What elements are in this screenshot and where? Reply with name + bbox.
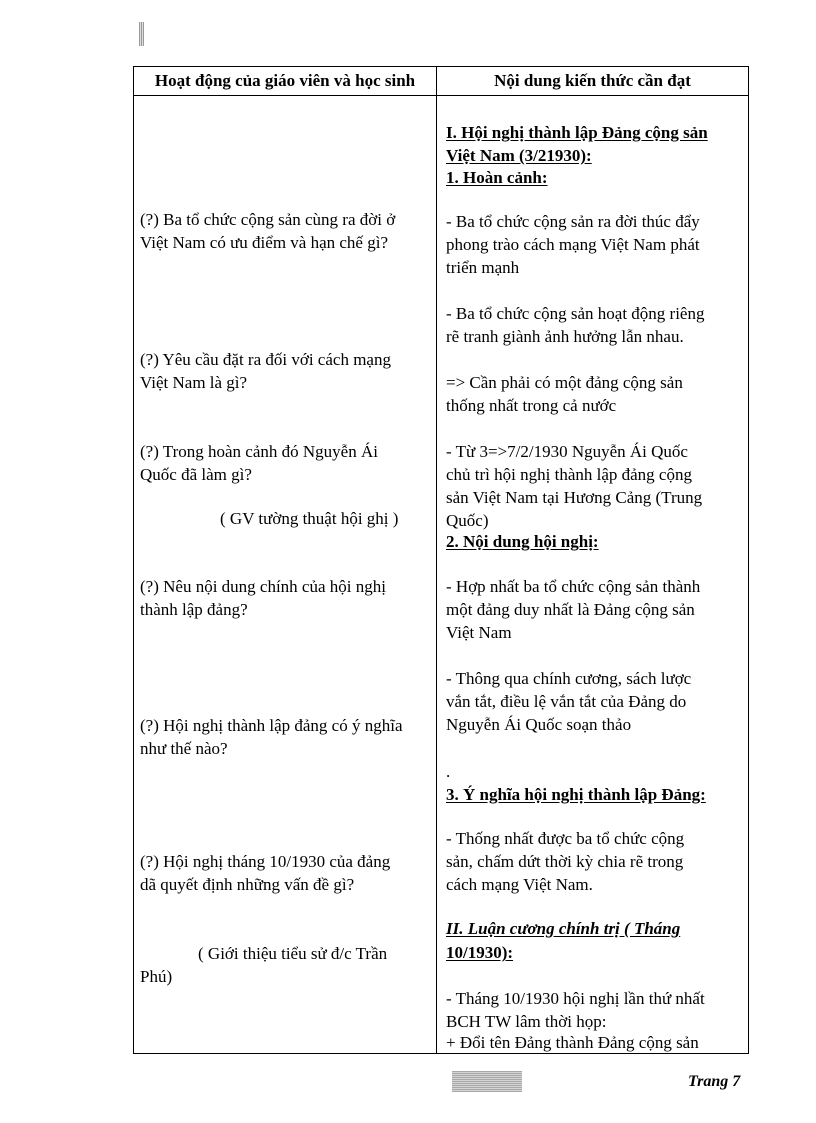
- left-line: (?) Ba tổ chức cộng sản cùng ra đời ở: [140, 210, 396, 229]
- right-line: => Cần phải có một đảng cộng sản: [446, 373, 683, 392]
- right-line: - Ba tổ chức cộng sản ra đời thúc đẩy: [446, 212, 700, 231]
- right-line: - Tháng 10/1930 hội nghị lần thứ nhất: [446, 989, 705, 1008]
- left-line: ( GV tường thuật hội ghị ): [220, 509, 399, 528]
- right-line: phong trào cách mạng Việt Nam phát: [446, 235, 700, 254]
- left-line: Việt Nam là gì?: [140, 373, 248, 392]
- right-line: + Đổi tên Đảng thành Đảng cộng sản: [446, 1033, 699, 1052]
- left-line: Việt Nam có ưu điểm và hạn chế gì?: [140, 233, 388, 252]
- section-heading: 10/1930):: [446, 943, 514, 962]
- footer-decoration: [452, 1071, 522, 1092]
- right-line: - Ba tổ chức cộng sản hoạt động riêng: [446, 304, 705, 323]
- right-line: - Thống nhất được ba tổ chức cộng: [446, 829, 685, 848]
- right-line: - Hợp nhất ba tổ chức cộng sản thành: [446, 577, 701, 596]
- right-line: .: [446, 762, 451, 781]
- column-divider: [436, 67, 437, 1053]
- right-line: triển mạnh: [446, 258, 520, 277]
- left-line: (?) Nêu nội dung chính của hội nghị: [140, 577, 386, 596]
- subsection-heading: 1. Hoàn cảnh:: [446, 168, 548, 187]
- left-line: ( Giới thiệu tiểu sử đ/c Trần: [198, 944, 388, 963]
- right-line: Việt Nam: [446, 623, 512, 642]
- subsection-heading: 3. Ý nghĩa hội nghị thành lập Đảng:: [446, 785, 706, 804]
- section-heading: I. Hội nghị thành lập Đảng cộng sản: [446, 123, 708, 142]
- left-line: như thế nào?: [140, 739, 228, 758]
- left-line: thành lập đảng?: [140, 600, 248, 619]
- right-line: - Thông qua chính cương, sách lược: [446, 669, 692, 688]
- right-line: BCH TW lâm thời họp:: [446, 1012, 607, 1031]
- right-line: rẽ tranh giành ảnh hưởng lẫn nhau.: [446, 327, 684, 346]
- left-line: (?) Yêu cầu đặt ra đối với cách mạng: [140, 350, 391, 369]
- lesson-table: [133, 66, 749, 1054]
- right-line: sản, chấm dứt thời kỳ chia rẽ trong: [446, 852, 684, 871]
- left-line: (?) Hội nghị thành lập đảng có ý nghĩa: [140, 716, 403, 735]
- right-line: thống nhất trong cả nước: [446, 396, 617, 415]
- section-heading: Việt Nam (3/21930):: [446, 146, 592, 165]
- section-heading: II. Luận cương chính trị ( Tháng: [446, 919, 681, 938]
- right-line: Quốc): [446, 511, 489, 530]
- left-line: (?) Trong hoàn cảnh đó Nguyễn Ái: [140, 442, 378, 461]
- right-line: cách mạng Việt Nam.: [446, 875, 593, 894]
- right-line: - Từ 3=>7/2/1930 Nguyễn Ái Quốc: [446, 442, 688, 461]
- right-line: Nguyễn Ái Quốc soạn thảo: [446, 715, 632, 734]
- left-line: (?) Hội nghị tháng 10/1930 của đảng: [140, 852, 391, 871]
- right-line: chủ trì hội nghị thành lập đảng cộng: [446, 465, 692, 484]
- table-header-row: [134, 67, 748, 96]
- top-margin-mark: [139, 22, 144, 46]
- page-number: Trang 7: [688, 1073, 741, 1090]
- right-line: sản Việt Nam tại Hương Cảng (Trung: [446, 488, 703, 507]
- header-knowledge-content: Nội dung kiến thức cần đạt: [494, 71, 691, 90]
- right-line: vắn tắt, điều lệ vắn tắt của Đảng do: [446, 692, 687, 711]
- left-line: Phú): [140, 967, 173, 986]
- left-line: dã quyết định những vấn đề gì?: [140, 875, 355, 894]
- right-line: một đảng duy nhất là Đảng cộng sản: [446, 600, 695, 619]
- left-line: Quốc đã làm gì?: [140, 465, 252, 484]
- subsection-heading: 2. Nội dung hội nghị:: [446, 532, 599, 551]
- header-teacher-student-activities: Hoạt động của giáo viên và học sinh: [154, 71, 416, 90]
